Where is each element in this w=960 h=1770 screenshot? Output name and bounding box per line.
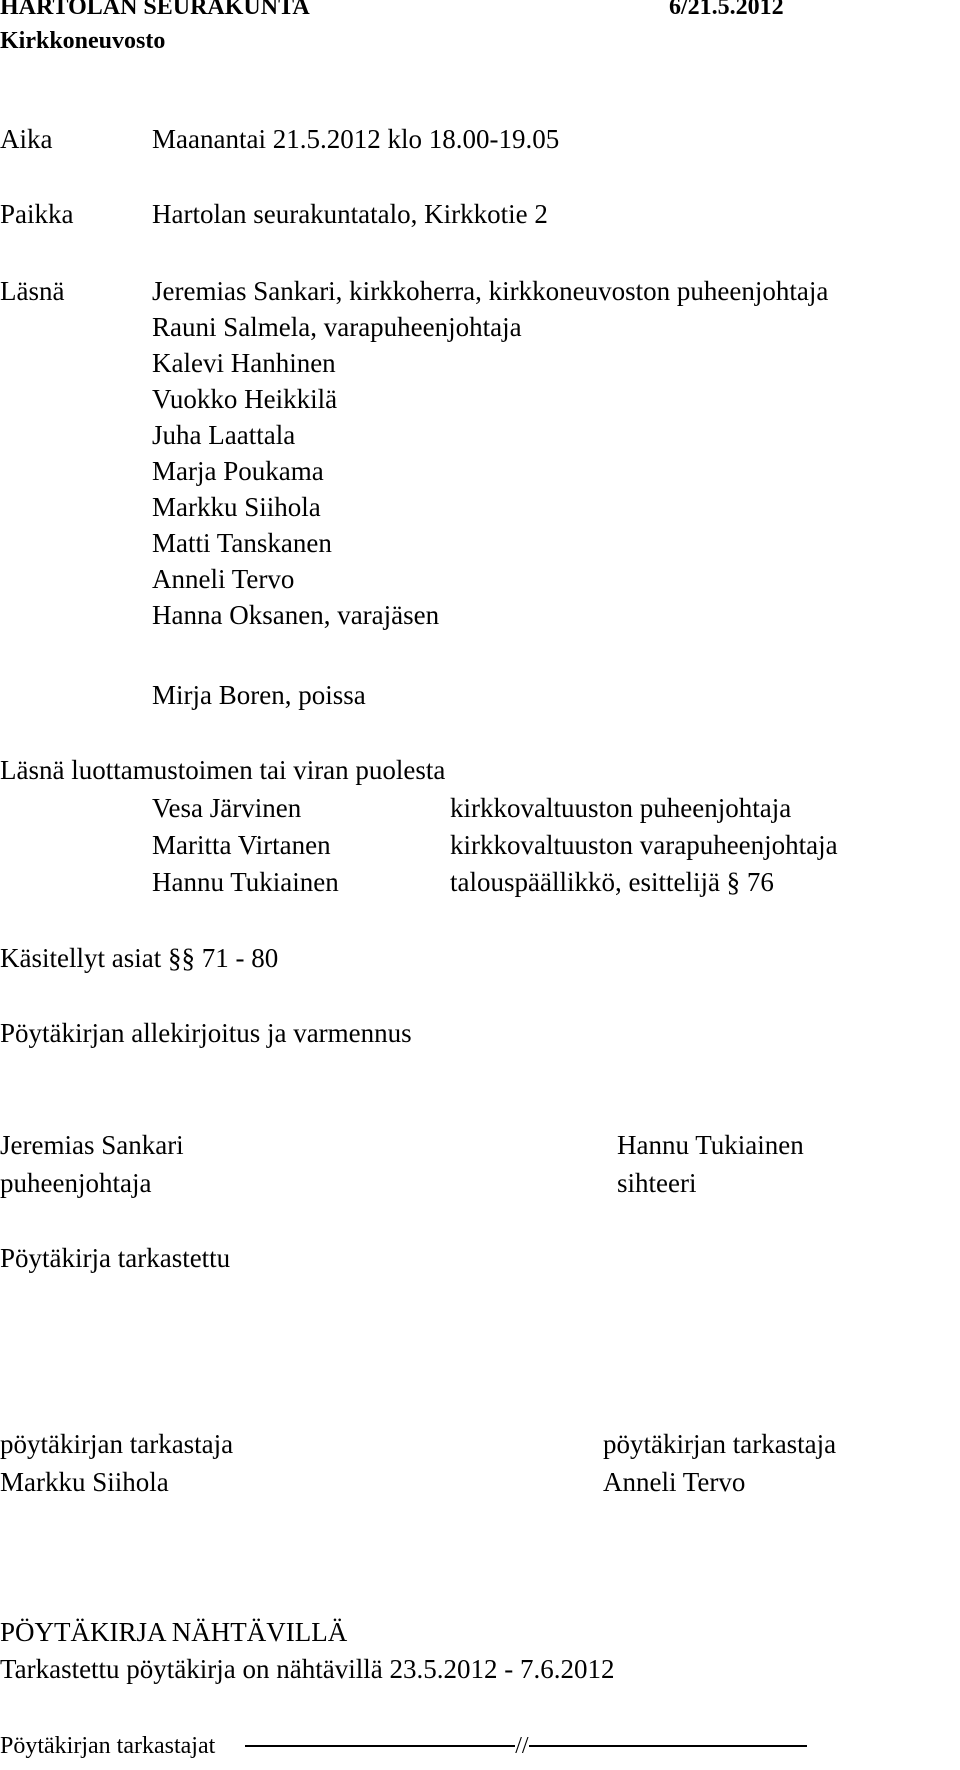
present-member: Rauni Salmela, varapuheenjohtaja xyxy=(152,312,522,342)
page-date: 6/21.5.2012 xyxy=(669,0,784,20)
official-name: Hannu Tukiainen xyxy=(152,867,339,897)
present-member: Vuokko Heikkilä xyxy=(152,384,338,414)
footer-separator: // xyxy=(515,1733,529,1759)
present-member: Matti Tanskanen xyxy=(152,528,332,558)
present-list xyxy=(152,273,828,633)
present-member: Jeremias Sankari, kirkkoherra, kirkkoneuvoston puheenjohtaja xyxy=(152,276,829,306)
body-name: Kirkkoneuvosto xyxy=(0,28,166,54)
official-role: talouspäällikkö, esittelijä § 76 xyxy=(450,867,774,897)
chair-name: Jeremias Sankari xyxy=(0,1130,184,1160)
absent-member: Mirja Boren, poissa xyxy=(152,680,366,710)
footer-signature-line xyxy=(0,1728,807,1764)
time-label: Aika xyxy=(0,124,53,154)
matters-handled: Käsitellyt asiat §§ 71 - 80 xyxy=(0,943,279,973)
signature-blank-right xyxy=(529,1745,807,1747)
place-label: Paikka xyxy=(0,199,74,229)
present-member: Kalevi Hanhinen xyxy=(152,348,336,378)
chair-role: puheenjohtaja xyxy=(0,1168,152,1198)
present-member: Anneli Tervo xyxy=(152,564,295,594)
inspector-name-right: Anneli Tervo xyxy=(603,1467,746,1497)
signature-blank-left xyxy=(245,1745,515,1747)
official-name: Maritta Virtanen xyxy=(152,830,331,860)
present-member: Hanna Oksanen, varajäsen xyxy=(152,600,440,630)
official-role: kirkkovaltuuston puheenjohtaja xyxy=(450,793,792,823)
present-member: Markku Siihola xyxy=(152,492,321,522)
inspector-role-right: pöytäkirjan tarkastaja xyxy=(603,1429,837,1459)
present-member: Marja Poukama xyxy=(152,456,324,486)
place-value: Hartolan seurakuntatalo, Kirkkotie 2 xyxy=(152,199,548,229)
footer-label: Pöytäkirjan tarkastajat xyxy=(0,1733,216,1759)
present-label: Läsnä xyxy=(0,276,65,306)
present-member: Juha Laattala xyxy=(152,420,296,450)
official-name: Vesa Järvinen xyxy=(152,793,302,823)
official-role: kirkkovaltuuston varapuheenjohtaja xyxy=(450,830,838,860)
officials-heading: Läsnä luottamustoimen tai viran puolesta xyxy=(0,755,446,785)
signing-heading: Pöytäkirjan allekirjoitus ja varmennus xyxy=(0,1018,412,1048)
inspector-role-left: pöytäkirjan tarkastaja xyxy=(0,1429,234,1459)
time-value: Maanantai 21.5.2012 klo 18.00-19.05 xyxy=(152,124,560,154)
secretary-name: Hannu Tukiainen xyxy=(617,1130,804,1160)
display-heading: PÖYTÄKIRJA NÄHTÄVILLÄ xyxy=(0,1617,348,1647)
inspector-name-left: Markku Siihola xyxy=(0,1467,169,1497)
display-text: Tarkastettu pöytäkirja on nähtävillä 23.5.2012 - 7.6.2012 xyxy=(0,1654,615,1684)
organization-name: HARTOLAN SEURAKUNTA xyxy=(0,0,310,20)
inspection-heading: Pöytäkirja tarkastettu xyxy=(0,1243,231,1273)
secretary-role: sihteeri xyxy=(617,1168,697,1198)
